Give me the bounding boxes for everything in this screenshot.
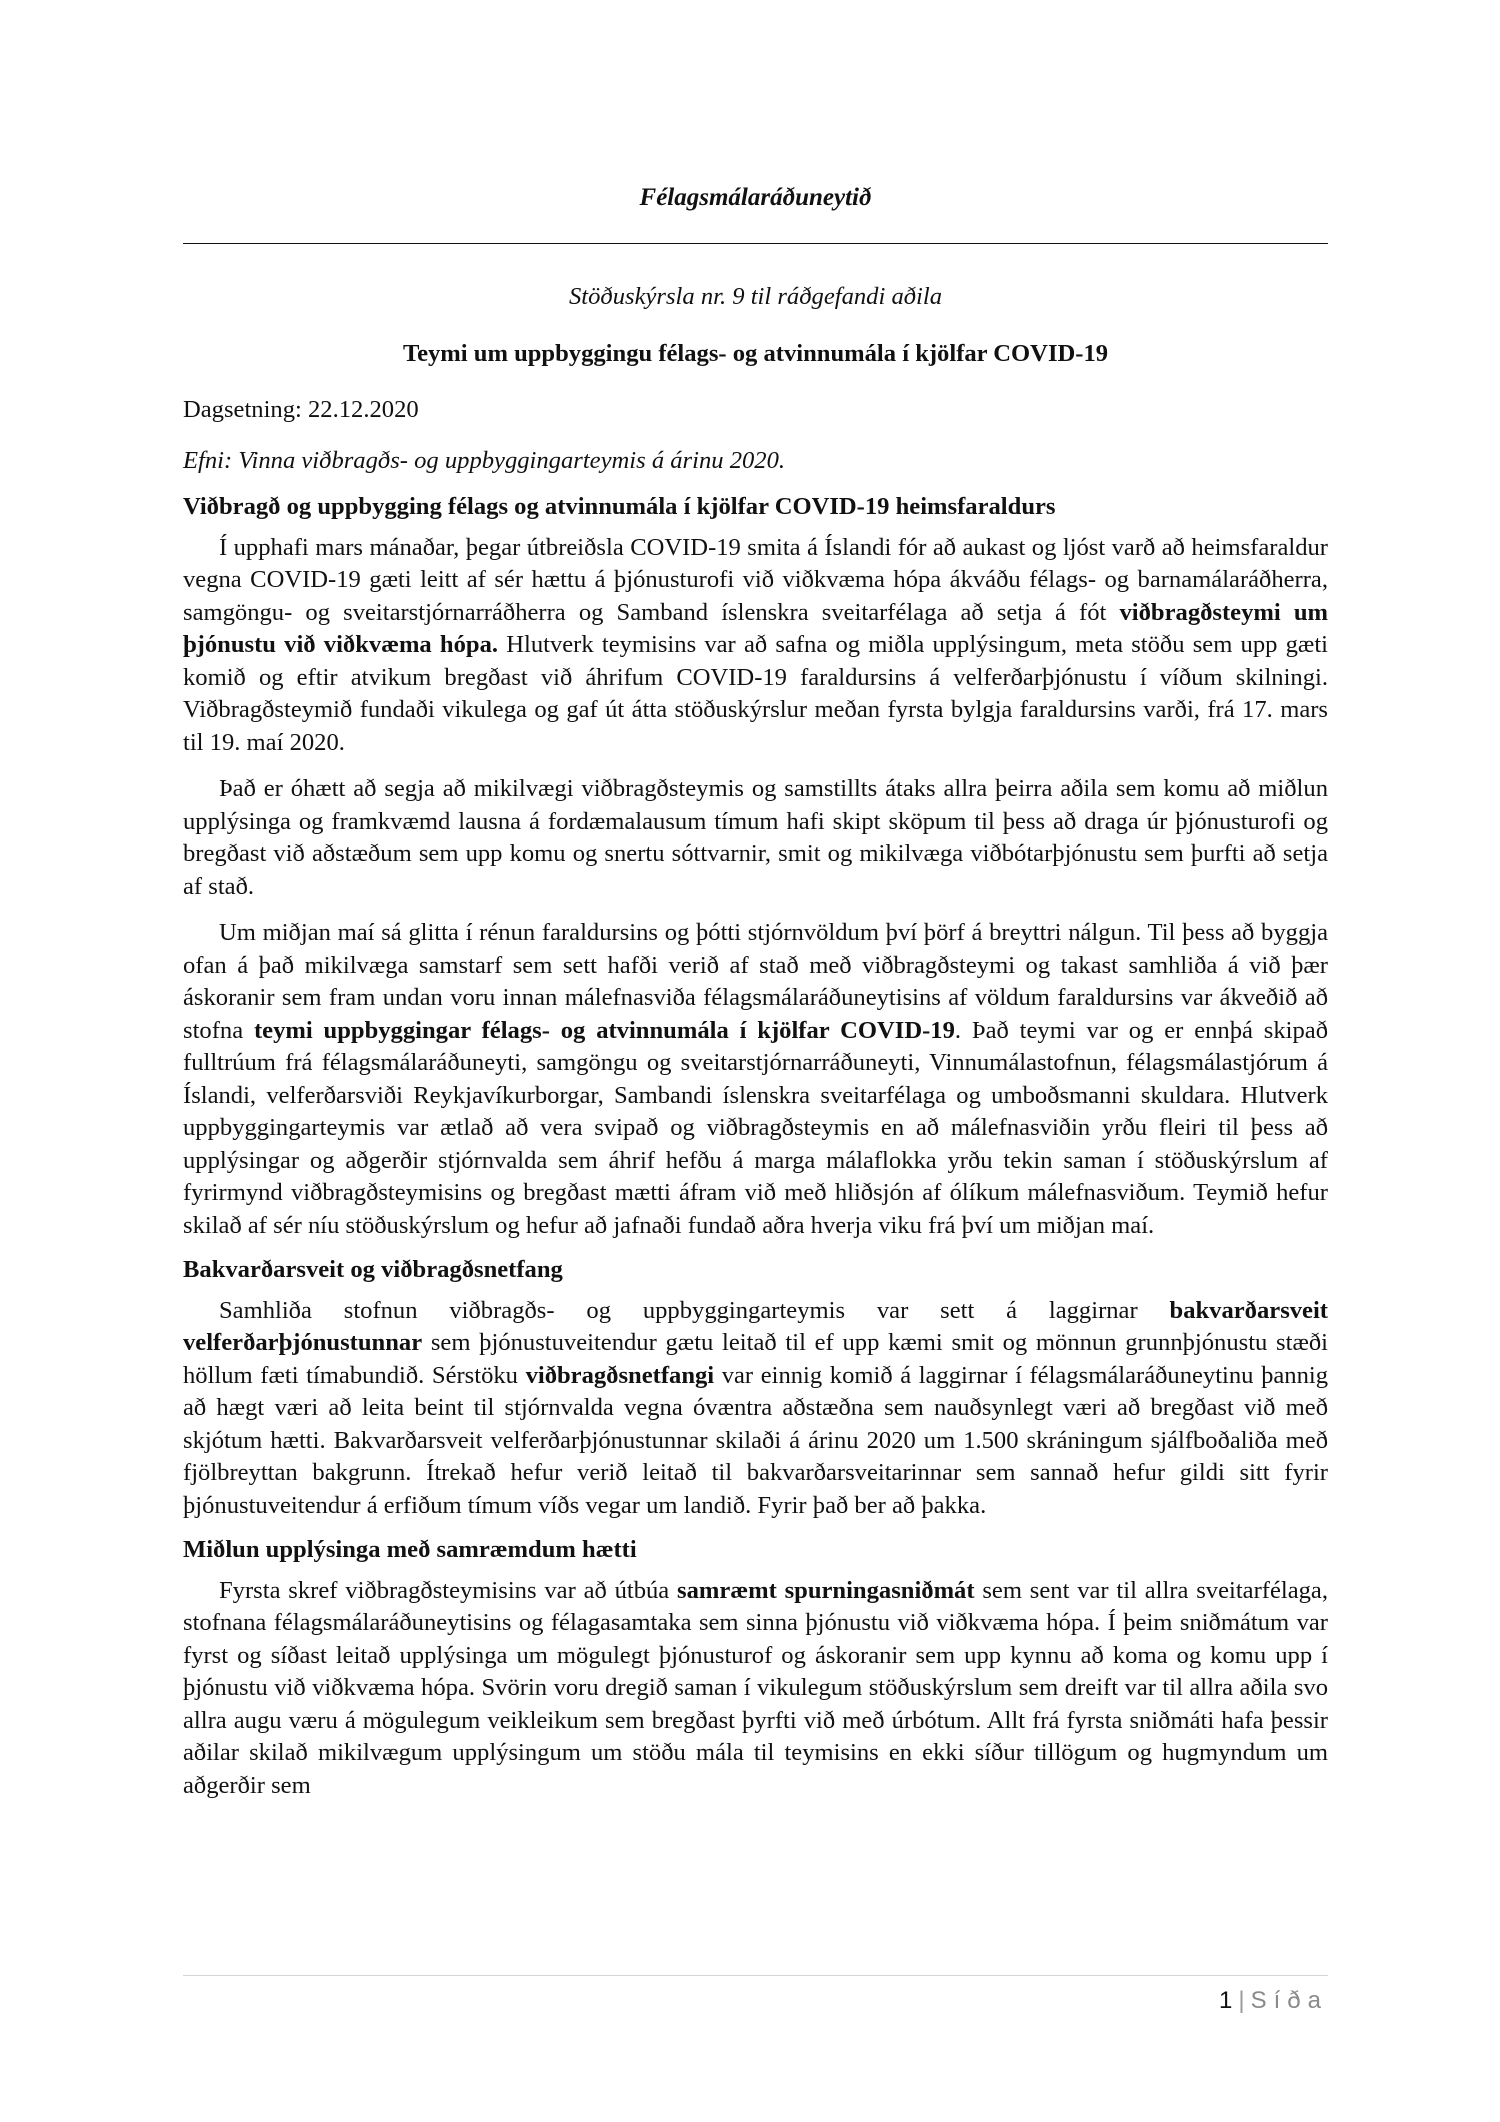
bold-backup-force: bakvarðarsveit velferðarþjónustunnar bbox=[183, 1296, 1328, 1356]
document-title: Teymi um uppbyggingu félags- og atvinnumála í kjölfar COVID-19 bbox=[402, 339, 1109, 367]
page-footer bbox=[1219, 1987, 1328, 2015]
document-body bbox=[183, 281, 1328, 1802]
paragraph-importance: Það er óhætt að segja að mikilvægi viðbragðsteymis og samstillts átaks allra þeirra aðila sem komu að miðlun upplýsinga og framkvæmd lausna á fordæmalausum tímum hafi skipt sköpum til þess að draga úr þjónusturofi og bregðast við aðstæðum sem upp komu og snertu sóttvarnir, smit og mikilvæga viðbótarþjónustu sem þurfti að setja af stað. bbox=[183, 775, 1328, 900]
bold-rebuild-team: teymi uppbyggingar félags- og atvinnumála í kjölfar COVID-19 bbox=[253, 1016, 955, 1044]
paragraph-response-team: Í upphafi mars mánaðar, þegar útbreiðsla COVID-19 smita á Íslandi fór að aukast og ljóst varð að heimsfaraldur vegna COVID-19 gæti leitt af sér hættu á þjónusturofi við viðkvæma hópa ákváðu félags- og barnamálaráðherra, samgöngu- og sveitarstjórnarráðherra og Samband íslenskra sveitarfélaga að setja á fót viðbragðsteymi um þjónustu við viðkvæma hópa. Hlutverk teymisins var að safna og miðla upplýsingum, meta stöðu sem upp gæti komið og eftir atvikum bregðast við áhrifum COVID-19 faraldursins á velferðarþjónustu í víðum skilningi. Viðbragðsteymið fundaði vikulega og gaf út átta stöðuskýrslur meðan fyrsta bylgja faraldursins varði, frá 17. mars til 19. maí 2020. bbox=[183, 533, 1328, 756]
ministry-header: Félagsmálaráðuneytið bbox=[639, 184, 872, 211]
paragraph-backup-force: Samhliða stofnun viðbragðs- og uppbyggingarteymis var sett á laggirnar bakvarðarsveit velferðarþjónustunnar sem þjónustuveitendur gætu leitað til ef upp kæmi smit og mönnun grunnþjónustu stæði höllum fæti tímabundið. Sérstöku viðbragðsnetfangi var einnig komið á laggirnar í félagsmálaráðuneytinu þannig að hægt væri að leita beint til stjórnvalda vegna óvæntra aðstæðna sem nauðsynlegt væri að bregðast við með skjótum hætti. Bakvarðarsveit velferðarþjónustunnar skilaði á árinu 2020 um 1.500 skráningum sjálfboðaliða með fjölbreyttan bakgrunn. Ítrekað hefur verið leitað til bakvarðarsveitarinnar sem sannað hefur gildi sitt fyrir þjónustuveitendur á erfiðum tímum víðs vegar um landið. Fyrir það ber að þakka. bbox=[183, 1296, 1329, 1519]
bold-questionnaire-template: samræmt spurningasniðmát bbox=[677, 1576, 975, 1604]
document-date: Dagsetning: 22.12.2020 bbox=[183, 396, 419, 423]
section-heading-information: Miðlun upplýsinga með samræmdum hætti bbox=[183, 1536, 637, 1563]
bold-response-email: viðbragðsnetfangi bbox=[525, 1361, 715, 1389]
footer-separator: | bbox=[1238, 1987, 1245, 2014]
paragraph-rebuild-team: Um miðjan maí sá glitta í rénun faraldursins og þótti stjórnvöldum því þörf á breyttri nálgun. Til þess að byggja ofan á það mikilvæga samstarf sem sett hafði verið af stað með viðbragðsteymi og takast samhliða á við þær áskoranir sem fram undan voru innan málefnasviða félagsmálaráðuneytisins af völdum faraldursins var ákveðið að stofna teymi uppbyggingar félags- og atvinnumála í kjölfar COVID-19. Það teymi var og er ennþá skipað fulltrúum frá félagsmálaráðuneyti, samgöngu og sveitarstjórnarráðuneyti, Vinnumálastofnun, félagsmálastjórum á Íslandi, velferðarsviði Reykjavíkurborgar, Sambandi íslenskra sveitarfélaga og umboðsmanni skuldara. Hlutverk uppbyggingarteymis var ætlað að vera svipað og viðbragðsteymis en að málefnasviðin yrðu fleiri til þess að upplýsingar og aðgerðir stjórnvalda sem áhrif hefðu á marga málaflokka yrðu tekin saman í stöðuskýrslum af fyrirmynd viðbragðsteymisins og bregðast mætti áfram við með hliðsjón af ólíkum málefnasviðum. Teymið hefur skilað af sér níu stöðuskýrslum og hefur að jafnaði fundað aðra hverja viku frá því um miðjan maí. bbox=[183, 919, 1328, 1239]
paragraph-information: Fyrsta skref viðbragðsteymisins var að útbúa samræmt spurningasniðmát sem sent var til allra sveitarfélaga, stofnana félagsmálaráðuneytisins og félagasamtaka sem sinna þjónustu við viðkvæma hópa. Í þeim sniðmátum var fyrst og síðast leitað upplýsinga um mögulegt þjónusturof og áskoranir sem upp kynnu að koma og komu upp í þjónustu við viðkvæma hópa. Svörin voru dregið saman í vikulegum stöðuskýrslum sem dreift var til allra aðila svo allra augu væru á mögulegum veikleikum sem bregðast þyrfti við með úrbótum. Allt frá fyrsta sniðmáti hafa þessir aðilar skilað mikilvægum upplýsingum um stöðu mála til teymisins en ekki síður tillögum og hugmyndum um aðgerðir sem bbox=[183, 1576, 1328, 1799]
section-heading-response: Viðbragð og uppbygging félags og atvinnumála í kjölfar COVID-19 heimsfaraldurs bbox=[183, 493, 1056, 520]
page-number: 1 bbox=[1219, 1987, 1233, 2014]
header-divider bbox=[183, 243, 1328, 244]
document-subject: Efni: Vinna viðbragðs- og uppbyggingarteymis á árinu 2020. bbox=[183, 446, 786, 474]
page-label: Síða bbox=[1250, 1987, 1328, 2014]
footer-divider bbox=[183, 1975, 1328, 1976]
report-number: Stöðuskýrsla nr. 9 til ráðgefandi aðila bbox=[568, 283, 942, 310]
section-heading-backup: Bakvarðarsveit og viðbragðsnetfang bbox=[183, 1256, 563, 1283]
bold-response-team: viðbragðsteymi um þjónustu við viðkvæma hópa. bbox=[183, 598, 1328, 658]
